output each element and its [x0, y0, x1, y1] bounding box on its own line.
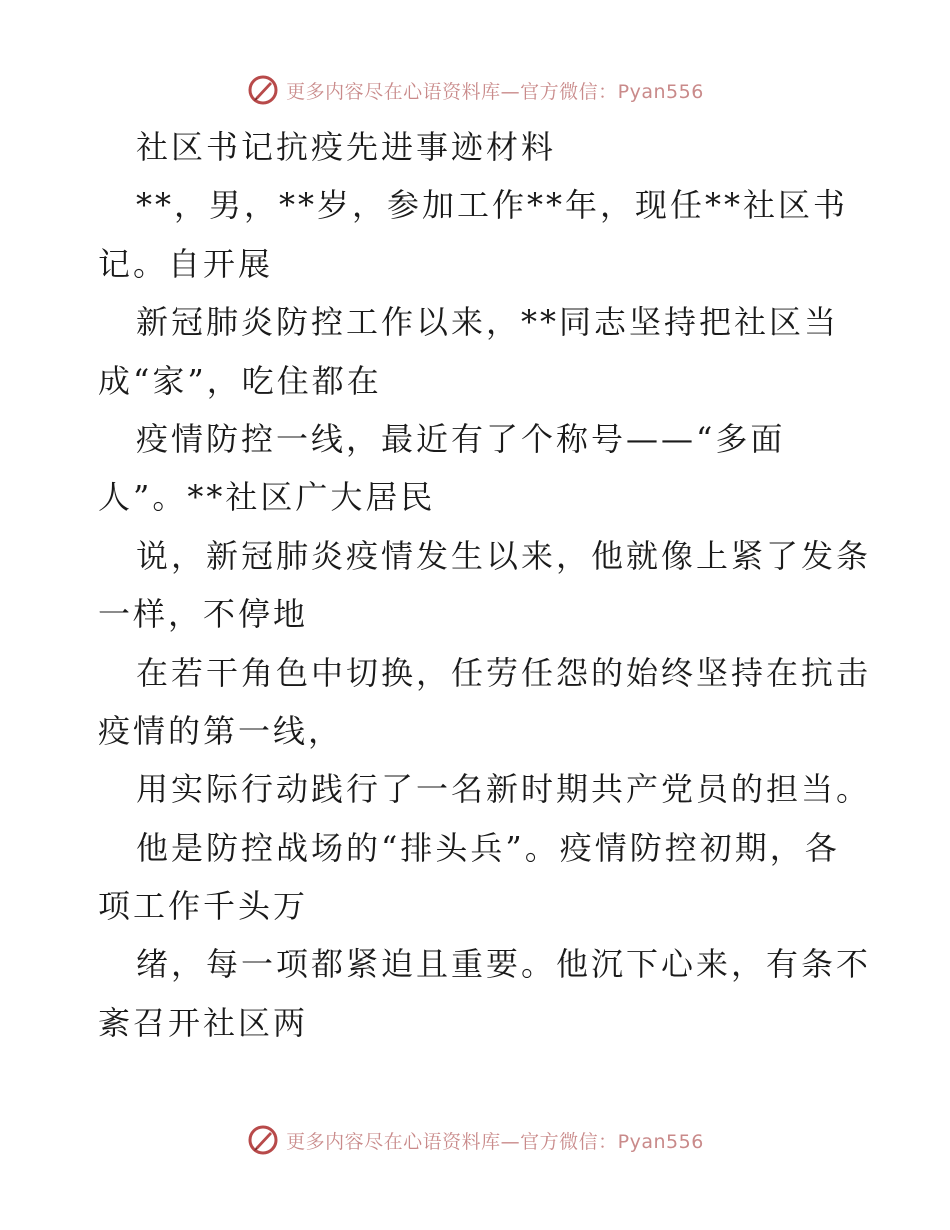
document-body [98, 118, 872, 1052]
paragraph-line: 用实际行动践行了一名新时期共产党员的担当。 [136, 770, 872, 809]
paragraph-line: 说，新冠肺炎疫情发生以来，他就像上紧了发条 [136, 536, 872, 575]
watermark-text: 更多内容尽在心语资料库—官方微信：Pyan556 [286, 1130, 704, 1153]
paragraph-line: 项工作千头万 [98, 887, 309, 926]
paragraph-line: 一样，不停地 [98, 595, 309, 634]
paragraph-line: 疫情的第一线， [98, 711, 344, 750]
paragraph-line: **，男，**岁，参加工作**年，现任**社区书 [136, 186, 849, 225]
document-title: 社区书记抗疫先进事迹材料 [136, 128, 557, 166]
paragraph-line: 他是防控战场的“排头兵”。疫情防控初期，各 [136, 828, 840, 867]
paragraph-line: 记。自开展 [98, 244, 274, 283]
header-watermark [0, 70, 950, 110]
watermark-text: 更多内容尽在心语资料库—官方微信：Pyan556 [286, 80, 704, 103]
footer-watermark [0, 1120, 950, 1160]
paragraph-line: 在若干角色中切换，任劳任怨的始终坚持在抗击 [136, 653, 872, 692]
paragraph-line: 疫情防控一线，最近有了个称号——“多面 [136, 419, 786, 458]
paragraph-line: 绪，每一项都紧迫且重要。他沉下心来，有条不 [136, 945, 872, 984]
paragraph-line: 人”。**社区广大居民 [98, 478, 436, 517]
quill-seal-logo-icon [246, 73, 280, 107]
paragraph-line: 新冠肺炎防控工作以来，**同志坚持把社区当 [136, 303, 840, 342]
paragraph-line: 成“家”，吃住都在 [98, 361, 382, 400]
quill-seal-logo-icon [246, 1123, 280, 1157]
paragraph-line: 紊召开社区两 [98, 1003, 309, 1042]
